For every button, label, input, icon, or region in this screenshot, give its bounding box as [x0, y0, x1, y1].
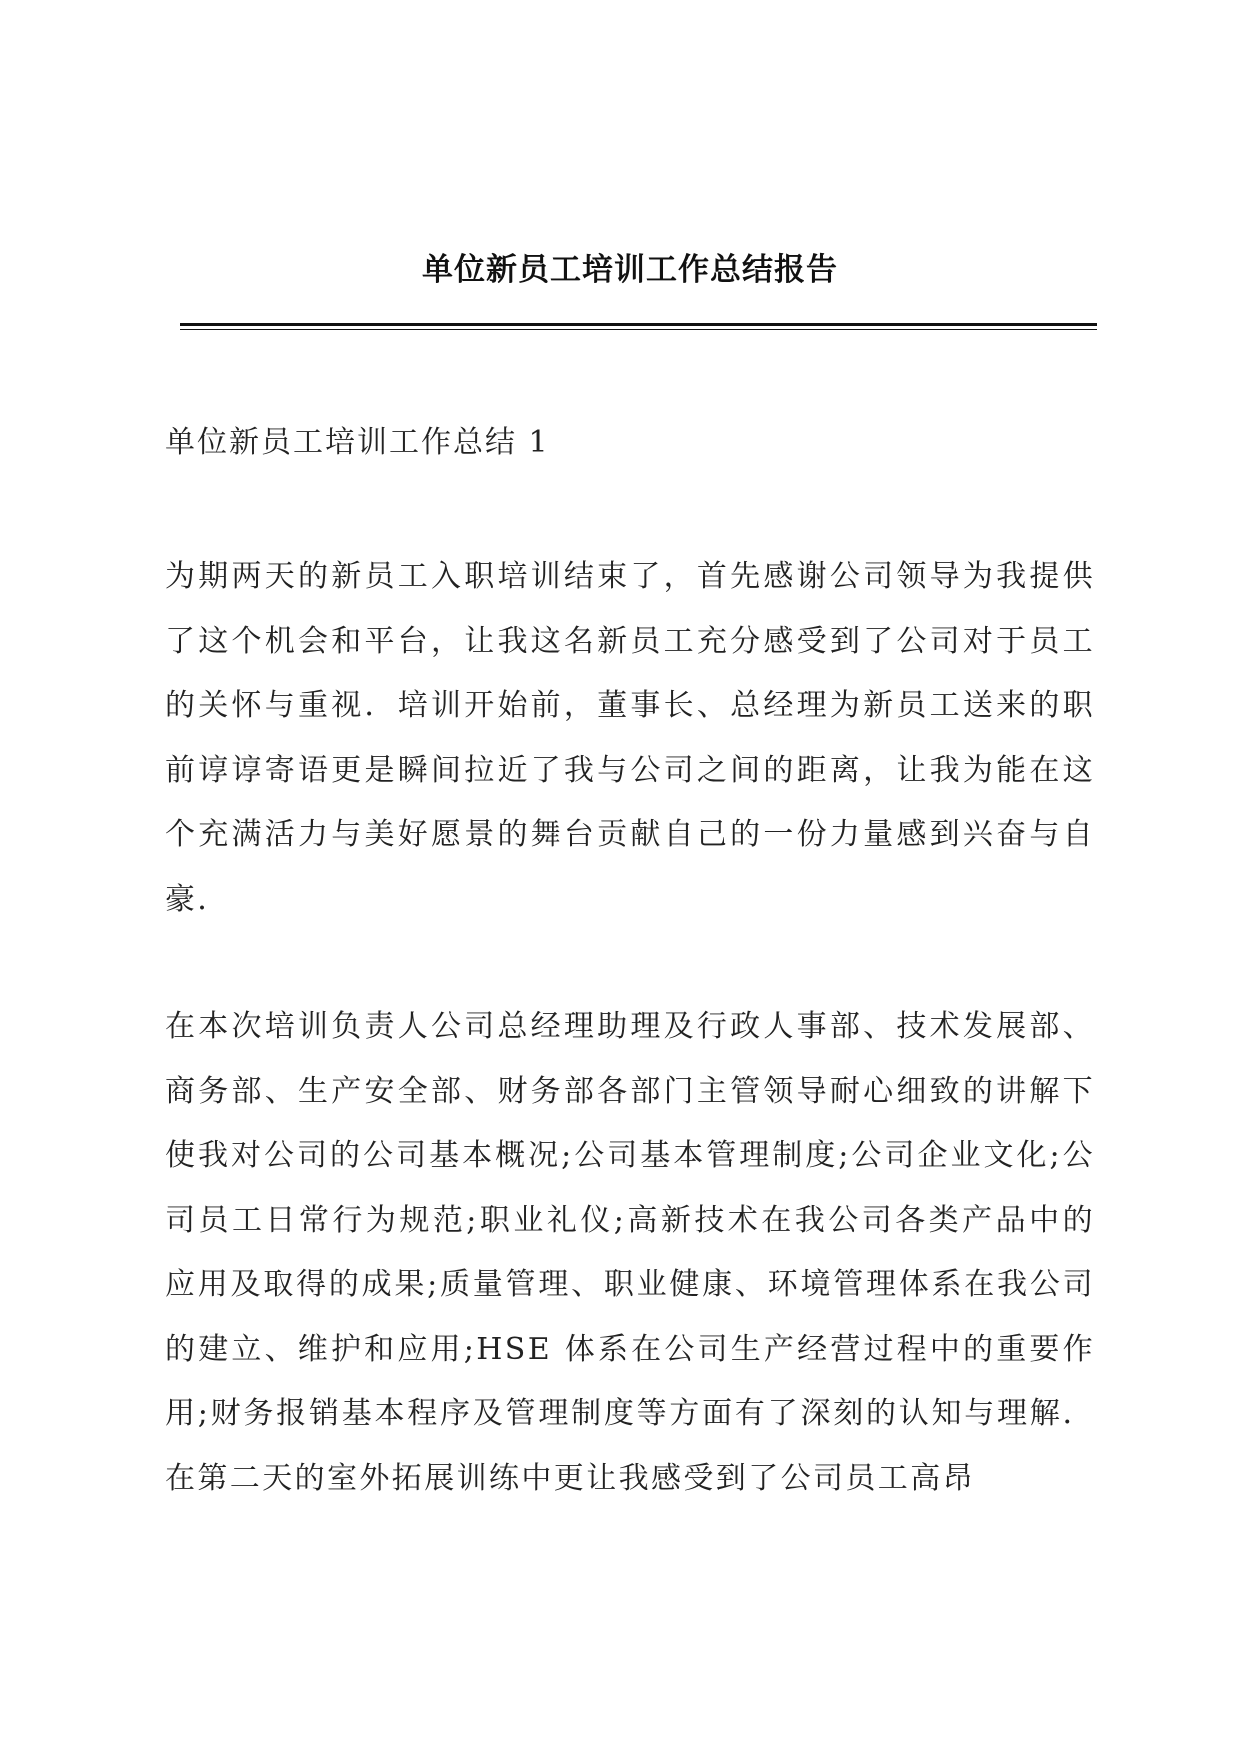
body-paragraph: 为期两天的新员工入职培训结束了，首先感谢公司领导为我提供了这个机会和平台，让我这名新员工充分感受到了公司对于员工的关怀与重视．培训开始前，董事长、总经理为新员工送来的职前谆谆寄语更是瞬间拉近了我与公司之间的距离，让我为能在这个充满活力与美好愿景的舞台贡献自己的一份力量感到兴奋与自豪．	[165, 559, 1095, 917]
document-title: 单位新员工培训工作总结报告	[422, 252, 838, 288]
section-heading: 单位新员工培训工作总结 1	[165, 425, 550, 460]
title-divider-thin	[180, 329, 1097, 330]
title-divider-thick	[180, 323, 1097, 326]
body-paragraph: 在本次培训负责人公司总经理助理及行政人事部、技术发展部、商务部、生产安全部、财务部各部门主管领导耐心细致的讲解下使我对公司的公司基本概况;公司基本管理制度;公司企业文化;公司员工日常行为规范;职业礼仪;高新技术在我公司各类产品中的应用及取得的成果;质量管理、职业健康、环境管理体系在我公司的建立、维护和应用;HSE 体系在公司生产经营过程中的重要作用;财务报销基本程序及管理制度等方面有了深刻的认知与理解．在第二天的室外拓展训练中更让我感受到了公司员工高昂	[165, 1009, 1095, 1496]
